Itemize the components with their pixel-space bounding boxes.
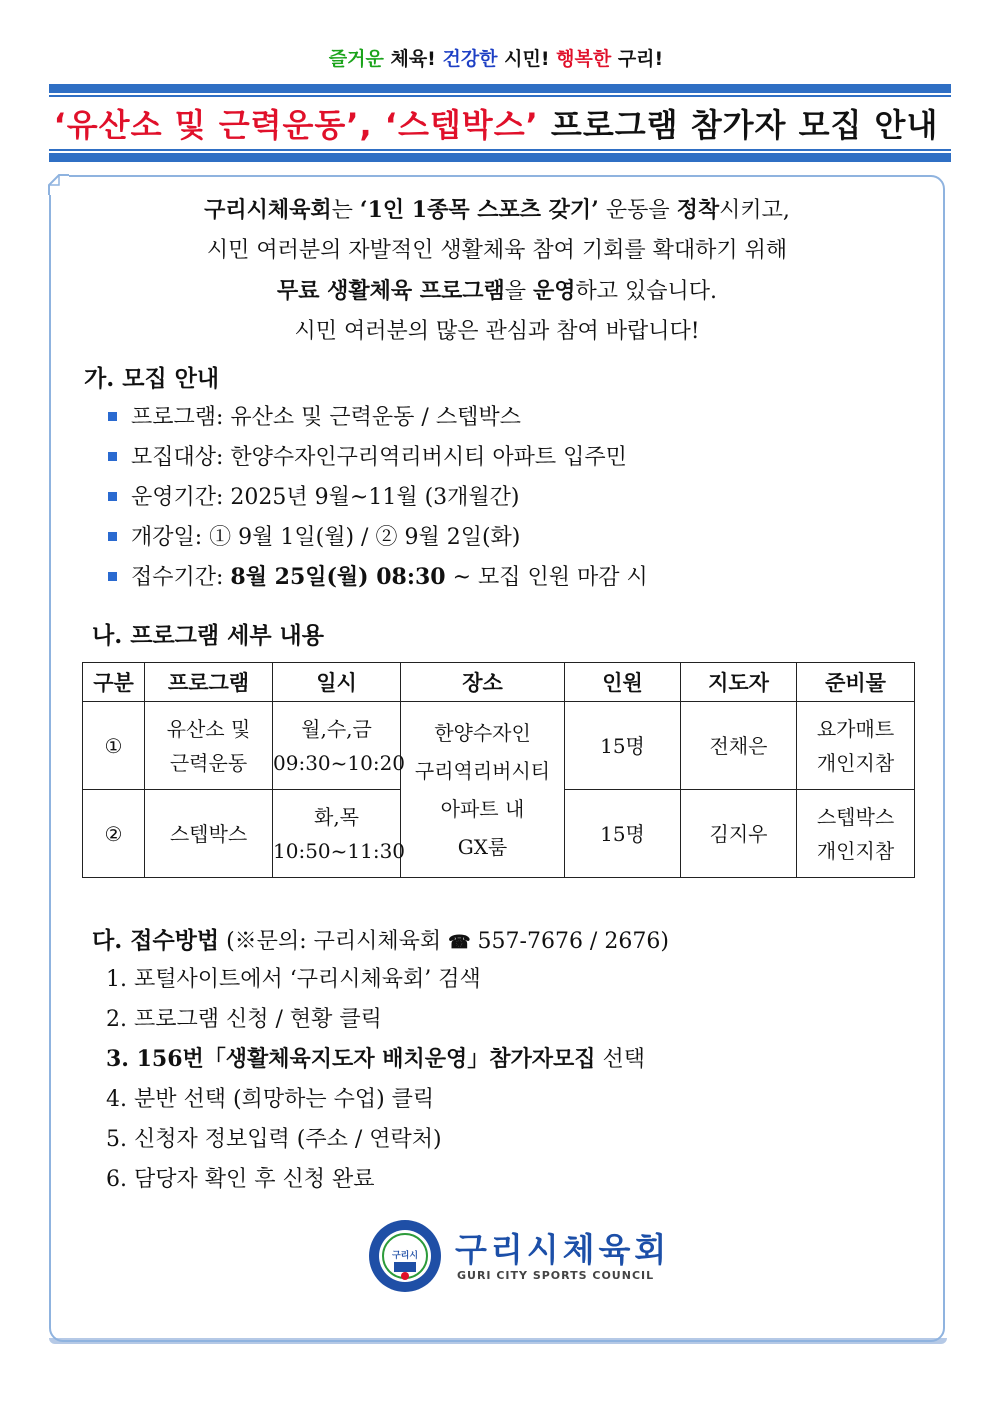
apply-step: 2. 프로그램 신청 / 현황 클릭: [106, 1007, 382, 1032]
cell-prep: [797, 702, 915, 790]
top-rule-thin: [49, 95, 951, 97]
apply-step-text: 선택: [595, 1047, 645, 1072]
recruit-item-text: 모집대상: 한양수자인구리역리버시티 아파트 입주민: [131, 445, 627, 470]
apply-step: [106, 1042, 645, 1073]
table-row: [83, 702, 915, 790]
section-heading-details: 나. 프로그램 세부 내용: [92, 622, 324, 649]
cell-text: GX룸: [457, 834, 508, 859]
cell-text: 아파트 내: [440, 796, 525, 821]
bottom-rule-thin: [49, 149, 951, 151]
cell-text: 구리역리버시티: [414, 758, 551, 783]
contact-text: (※문의: 구리시체육회: [219, 929, 449, 954]
intro-text: 는: [331, 198, 360, 223]
program-table: [82, 662, 915, 878]
apply-step: 4. 분반 선택 (희망하는 수업) 클릭: [106, 1087, 435, 1112]
slogan-part: 구리!: [611, 48, 664, 70]
apply-step: 5. 신청자 정보입력 (주소 / 연락처): [106, 1127, 442, 1152]
cell-date: [273, 702, 406, 790]
cell-text: 스텝박스: [816, 804, 895, 829]
cell-text: 근력운동: [169, 750, 248, 775]
table-header-row: [83, 663, 915, 702]
intro-text: 운동을: [598, 198, 677, 223]
cell-prep: [797, 790, 915, 878]
org-logo-name: 구리시체육회: [455, 1230, 671, 1269]
cell-leader: 전채은: [681, 702, 797, 790]
bullet-square-icon: [108, 452, 117, 461]
table-header: 프로그램: [145, 663, 273, 702]
org-logo: [365, 1218, 671, 1298]
cell-text: 10:50~11:30: [273, 838, 406, 863]
table-header: 지도자: [681, 663, 797, 702]
cell-text: 월,수,금: [301, 716, 372, 741]
table-header: 구분: [83, 663, 145, 702]
recruit-item-text: ~ 모집 인원 마감 시: [445, 565, 648, 590]
top-rule-thick: [49, 84, 951, 93]
recruit-item: [108, 560, 648, 591]
slogan-part: 시민!: [497, 48, 557, 70]
table-header: 인원: [565, 663, 681, 702]
bullet-square-icon: [108, 412, 117, 421]
cell-text: 09:30~10:20: [273, 750, 406, 775]
slogan: [0, 44, 992, 71]
phone-icon: ☎: [448, 932, 471, 953]
cell-date: [273, 790, 406, 878]
slogan-part: 즐거운: [328, 48, 384, 70]
slogan-part: 행복한: [556, 48, 612, 70]
cell-text: 개인지참: [816, 750, 895, 775]
recruit-item: [108, 520, 520, 551]
cell-count: 15명: [565, 702, 681, 790]
recruit-period: 8월 25일(월) 08:30: [230, 564, 446, 590]
intro-text: 을: [504, 279, 534, 304]
cell-no: ①: [83, 702, 145, 790]
recruit-item-text: 프로그램: 유산소 및 근력운동 / 스텝박스: [131, 405, 521, 430]
apply-step-emphasis: 3. 156번「생활체육지도자 배치운영」참가자모집: [106, 1046, 596, 1072]
intro-text: 시키고,: [719, 198, 790, 223]
apply-heading-text: 다. 접수방법: [92, 927, 220, 954]
bullet-square-icon: [108, 492, 117, 501]
cell-program: [145, 702, 273, 790]
bullet-square-icon: [108, 532, 117, 541]
recruit-item: [108, 440, 627, 471]
apply-step: 1. 포털사이트에서 ‘구리시체육회’ 검색: [106, 967, 481, 992]
recruit-item-text: 접수기간:: [131, 565, 231, 590]
slogan-part: 체육!: [383, 48, 443, 70]
seal-emblem-icon: [367, 1218, 443, 1294]
recruit-item-text: 개강일: ① 9월 1일(월) / ② 9월 2일(화): [131, 525, 521, 550]
intro-line: 시민 여러분의 자발적인 생활체육 참여 기회를 확대하기 위해: [206, 238, 788, 263]
table-header: 일시: [273, 663, 401, 702]
apply-step: 6. 담당자 확인 후 신청 완료: [106, 1167, 375, 1192]
cell-no: ②: [83, 790, 145, 878]
contact-number: 557-7676 / 2676): [470, 929, 669, 954]
section-heading-recruit: 가. 모집 안내: [84, 365, 220, 392]
cell-text: 요가매트: [816, 716, 895, 741]
cell-text: 화,목: [314, 804, 359, 829]
intro-line: [49, 190, 945, 231]
bottom-rule-thick: [49, 153, 951, 162]
table-header: 준비물: [797, 663, 915, 702]
recruit-item: [108, 400, 521, 431]
org-logo-subtitle: GURI CITY SPORTS COUNCIL: [457, 1269, 655, 1282]
cell-place: [401, 702, 565, 878]
intro-emphasis: 운영: [533, 278, 576, 304]
table-header: 장소: [401, 663, 565, 702]
page-title: [0, 100, 992, 146]
cell-leader: 김지우: [681, 790, 797, 878]
intro-emphasis: 무료 생활체육 프로그램: [276, 278, 505, 304]
recruit-item: [108, 480, 520, 511]
section-heading-apply: [92, 922, 669, 955]
cell-count: 15명: [565, 790, 681, 878]
intro-text: 하고 있습니다.: [575, 279, 718, 304]
intro-line: [49, 271, 945, 312]
title-rest: 프로그램 참가자 모집 안내: [538, 106, 939, 144]
intro-campaign: ‘1인 1종목 스포츠 갖기’: [359, 197, 599, 223]
seal-text: 구리시: [391, 1251, 419, 1261]
intro-paragraph: [49, 190, 945, 352]
cell-program: 스텝박스: [145, 790, 273, 878]
cell-text: 유산소 및: [166, 716, 251, 741]
cell-text: 한양수자인: [434, 720, 531, 745]
bullet-square-icon: [108, 572, 117, 581]
intro-emphasis: 정착: [676, 197, 720, 223]
slogan-part: 건강한: [442, 48, 498, 70]
cell-text: 개인지참: [816, 838, 895, 863]
intro-line: 시민 여러분의 많은 관심과 참여 바랍니다!: [294, 319, 700, 344]
title-quoted: ‘유산소 및 근력운동’, ‘스텝박스’: [53, 106, 539, 144]
recruit-item-text: 운영기간: 2025년 9월~11월 (3개월간): [131, 485, 520, 510]
org-name: 구리시체육회: [204, 197, 332, 223]
